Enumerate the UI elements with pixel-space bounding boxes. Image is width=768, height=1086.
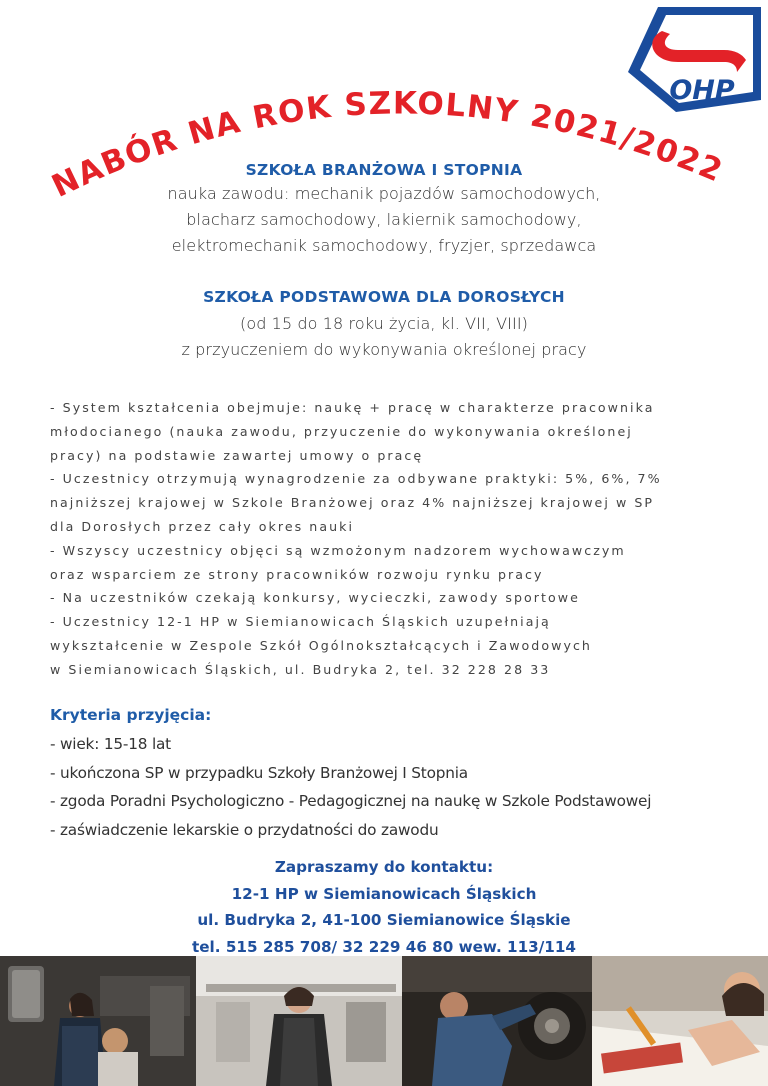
photo-hairdresser-salon — [0, 956, 196, 1086]
criteria-item: - ukończona SP w przypadku Szkoły Branżowej I Stopnia — [50, 763, 468, 782]
school1-line-3: elektromechanik samochodowy, fryzjer, sprzedawca — [171, 236, 597, 255]
criteria-heading: Kryteria przyjęcia: — [50, 706, 212, 724]
details-line: - Na uczestników czekają konkursy, wycieczki, zawody sportowe — [50, 590, 580, 606]
photo-student-writing — [592, 956, 768, 1086]
criteria-item: - zaświadczenie lekarskie o przydatności do zawodu — [50, 820, 439, 839]
details-line: - System kształcenia obejmuje: naukę + pracę w charakterze pracownika — [50, 400, 655, 415]
school2-line-2: z przyuczeniem do wykonywania określonej pracy — [181, 340, 587, 359]
details-line: - Wszyscy uczestnicy objęci są wzmożonym nadzorem wychowawczym — [50, 542, 626, 558]
contact-address: ul. Budryka 2, 41-100 Siemianowice Śląskie — [197, 911, 571, 929]
contact-block — [0, 854, 768, 960]
school1-heading: SZKOŁA BRANŻOWA I STOPNIA — [245, 161, 523, 179]
photo-barber-apron — [196, 956, 402, 1086]
criteria-item: - wiek: 15-18 lat — [50, 735, 171, 753]
details-line: pracy) na podstawie zawartej umowy o pracę — [50, 447, 424, 463]
contact-heading: Zapraszamy do kontaktu: — [274, 858, 494, 876]
criteria-item: - zgoda Poradni Psychologiczno - Pedagogicznej na naukę w Szkole Podstawowej — [50, 792, 652, 810]
school1-line-1: nauka zawodu: mechanik pojazdów samochodowych, — [167, 184, 601, 203]
details-line: najniższej krajowej w Szkole Branżowej oraz 4% najniższej krajowej w SP — [50, 495, 655, 511]
page-title: NABÓR NA ROK SZKOLNY 2021/2022 — [46, 85, 729, 205]
details-line: oraz wsparciem ze strony pracowników rozwoju rynku pracy — [50, 566, 544, 582]
school1-line-2: blacharz samochodowy, lakiernik samochodowy, — [186, 210, 582, 229]
contact-unit: 12-1 HP w Siemianowicach Śląskich — [231, 884, 537, 903]
details-block — [50, 396, 740, 682]
contact-phone: tel. 515 285 708/ 32 229 46 80 wew. 113/114 — [192, 937, 576, 956]
logo-text: OHP — [669, 75, 735, 106]
school2-heading: SZKOŁA PODSTAWOWA DLA DOROSŁYCH — [203, 288, 565, 306]
photo-strip — [0, 956, 768, 1086]
school2-line-1: (od 15 do 18 roku życia, kl. VII, VIII) — [240, 314, 528, 333]
photo-car-mechanic — [402, 956, 592, 1086]
details-line: - Uczestnicy otrzymują wynagrodzenie za odbywane praktyki: 5%, 6%, 7% — [50, 471, 662, 487]
details-line: wykształcenie w Zespole Szkół Ogólnokształcących i Zawodowych — [50, 637, 592, 653]
details-line: - Uczestnicy 12-1 HP w Siemianowicach Śląskich uzupełniają — [50, 614, 551, 630]
details-line: w Siemianowicach Śląskich, ul. Budryka 2, tel. 32 228 28 33 — [50, 661, 551, 677]
criteria-block — [50, 706, 750, 844]
details-line: młodocianego (nauka zawodu, przyuczenie do wykonywania określonej — [50, 423, 633, 439]
details-line: dla Dorosłych przez cały okres nauki — [50, 518, 355, 534]
